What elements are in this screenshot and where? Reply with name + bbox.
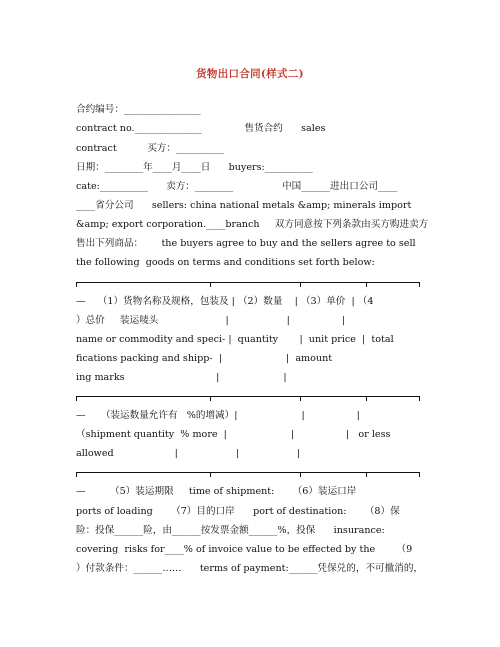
insurance-line: 险：投保______险，由______按发票金额______%，投保 insurance: xyxy=(76,525,385,536)
rule-tick xyxy=(210,396,211,401)
rule-tick xyxy=(300,282,301,287)
contract-no-line: contract no.______________ 售货合约 sales xyxy=(76,123,326,134)
ports-line: ports of loading （7）目的口岸 port of destination: （8）保 xyxy=(76,506,400,517)
rule-tick xyxy=(419,472,420,477)
table-header-row: ing marks | | xyxy=(76,372,287,383)
branch-line: ____省分公司 sellers: china national metals &amp; minerals import xyxy=(76,200,412,211)
page-title: 货物出口合同(样式二) xyxy=(196,68,304,80)
table-mid-rule xyxy=(76,396,420,397)
payment-terms-line: ）付款条件：______…… terms of payment:______凭保兑的，不可撤消的， xyxy=(76,563,424,574)
rule-tick xyxy=(366,282,367,287)
quantity-allowance-row: — （装运数量允许有 %的增减）| | | xyxy=(76,410,360,421)
rule-tick xyxy=(76,282,77,287)
rule-tick xyxy=(76,396,77,401)
quantity-allowance-row: allowed | | | xyxy=(76,448,301,459)
rule-tick xyxy=(366,396,367,401)
rule-tick xyxy=(419,396,420,401)
table-header-row: name or commodity and speci- | quantity | unit price | total xyxy=(76,334,394,345)
terms-line: the following goods on terms and conditions set forth below: xyxy=(76,257,375,268)
insurance-covering-line: covering risks for____% of invoice value to be effected by the （9 xyxy=(76,544,413,555)
date-line: 日期：________年____月____日 buyers:__________ xyxy=(76,162,313,173)
table-header-row: ）总价 装运唛头 | | | xyxy=(76,315,345,326)
quantity-allowance-row: （shipment quantity % more | | | or less xyxy=(76,429,391,440)
rule-tick xyxy=(419,282,420,287)
rule-tick xyxy=(366,472,367,477)
seller-line: cate:__________ 卖方：________ 中国______进出口公司____ xyxy=(76,181,398,192)
corporation-line: &amp; export corporation.____branch 双方同意按下列条款由买方购进卖方 xyxy=(76,219,429,230)
rule-tick xyxy=(210,282,211,287)
shipment-time-line: — （5）装运期限 time of shipment: （6）装运口岸 xyxy=(76,486,357,497)
table-bottom-rule xyxy=(76,472,420,473)
rule-tick xyxy=(76,472,77,477)
table-header-row: fications packing and shipp- | | amount xyxy=(76,353,333,364)
contract-number-line: 合约编号：________________ xyxy=(76,104,201,115)
rule-tick xyxy=(210,472,211,477)
rule-tick xyxy=(300,396,301,401)
table-header-row: — （1）货物名称及规格，包装及 | （2）数量 | （3）单价 | （4 xyxy=(76,296,374,307)
buyer-line: contract 买方：__________ xyxy=(76,143,224,154)
agreement-line: 售出下列商品： the buyers agree to buy and the sellers agree to sell xyxy=(76,238,416,249)
table-top-rule xyxy=(76,282,420,283)
rule-tick xyxy=(300,472,301,477)
